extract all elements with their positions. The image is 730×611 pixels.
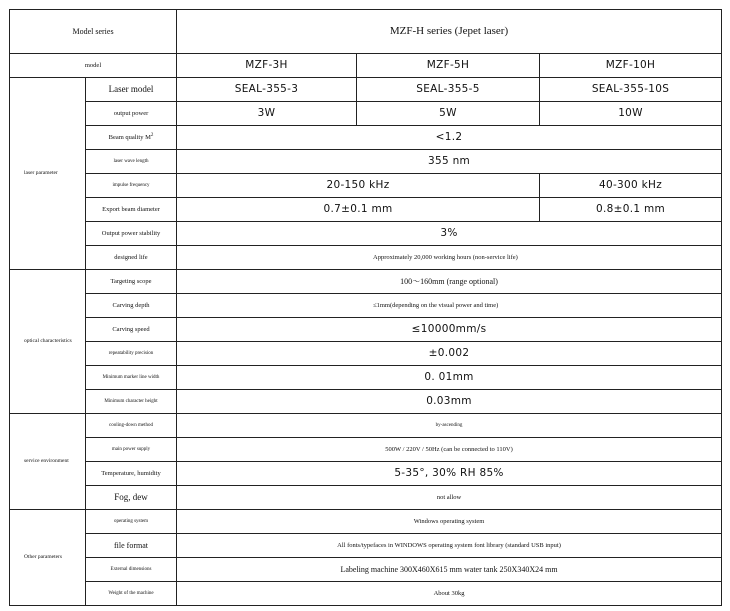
- table-row: [10, 318, 722, 342]
- table-row: [10, 486, 722, 510]
- row-label: External dimensions: [86, 558, 177, 582]
- table-row: [10, 78, 722, 102]
- group-label-other: Other parameters: [10, 510, 86, 606]
- cell-value: 20-150 kHz: [177, 174, 540, 198]
- cell-value: Approximately 20,000 working hours (non-service life): [177, 246, 722, 270]
- group-label-laser: laser parameter: [10, 78, 86, 270]
- table-row: [10, 534, 722, 558]
- header-row-model: [10, 54, 722, 78]
- row-label: laser wave length: [86, 150, 177, 174]
- cell-value: 3W: [177, 102, 357, 126]
- cell-value: 0. 01mm: [177, 366, 722, 390]
- cell-value: 10W: [540, 102, 722, 126]
- row-label: operating system: [86, 510, 177, 534]
- row-label: Minimum marker line width: [86, 366, 177, 390]
- spec-table: [9, 9, 722, 606]
- row-label: Targeting scope: [86, 270, 177, 294]
- cell-value: SEAL-355-10S: [540, 78, 722, 102]
- cell-value: 5W: [357, 102, 540, 126]
- table-row: [10, 150, 722, 174]
- cell-value: About 30kg: [177, 582, 722, 606]
- row-label: Minimum character height: [86, 390, 177, 414]
- table-row: [10, 174, 722, 198]
- table-row: [10, 342, 722, 366]
- table-row: [10, 510, 722, 534]
- cell-value: 500W / 220V / 50Hz (can be connected to 110V): [177, 438, 722, 462]
- cell-value: 40-300 kHz: [540, 174, 722, 198]
- cell-value: 0.8±0.1 mm: [540, 198, 722, 222]
- row-label: Fog, dew: [86, 486, 177, 510]
- row-label: Export beam diameter: [86, 198, 177, 222]
- cell-value: 355 nm: [177, 150, 722, 174]
- table-row: [10, 126, 722, 150]
- cell-value: Labeling machine 300X460X615 mm water tank 250X340X24 mm: [177, 558, 722, 582]
- cell-value: ≤1mm(depending on the visual power and time): [177, 294, 722, 318]
- cell-value: Windows operating system: [177, 510, 722, 534]
- model-series-label: Model series: [10, 10, 177, 54]
- cell-value: ≤10000mm/s: [177, 318, 722, 342]
- model-name: MZF-3H: [177, 54, 357, 78]
- cell-value: SEAL-355-3: [177, 78, 357, 102]
- row-label: impulse frequency: [86, 174, 177, 198]
- group-label-optical: optical characteristics: [10, 270, 86, 414]
- table-row: [10, 246, 722, 270]
- cell-value: 0.03mm: [177, 390, 722, 414]
- cell-value: 0.7±0.1 mm: [177, 198, 540, 222]
- table-row: [10, 462, 722, 486]
- table-row: [10, 102, 722, 126]
- row-label: Weight of the machine: [86, 582, 177, 606]
- model-name: MZF-10H: [540, 54, 722, 78]
- cell-value: by-ascending: [177, 414, 722, 438]
- table-row: [10, 198, 722, 222]
- cell-value: 5-35°, 30% RH 85%: [177, 462, 722, 486]
- row-label: Output power stability: [86, 222, 177, 246]
- table-row: [10, 414, 722, 438]
- row-label: cooling-down method: [86, 414, 177, 438]
- model-label: model: [10, 54, 177, 78]
- cell-value: 100～160mm (range optional): [177, 270, 722, 294]
- group-label-service: service environment: [10, 414, 86, 510]
- table-row: [10, 558, 722, 582]
- table-row: [10, 390, 722, 414]
- superscript: 2: [150, 133, 154, 139]
- table-row: [10, 438, 722, 462]
- row-label: designed life: [86, 246, 177, 270]
- row-label: Temperature, humidity: [86, 462, 177, 486]
- table-row: [10, 366, 722, 390]
- row-label: file format: [86, 534, 177, 558]
- table-row: [10, 294, 722, 318]
- row-label: Carving depth: [86, 294, 177, 318]
- table-row: [10, 270, 722, 294]
- table-row: [10, 222, 722, 246]
- row-label: output power: [86, 102, 177, 126]
- cell-value: not allow: [177, 486, 722, 510]
- model-name: MZF-5H: [357, 54, 540, 78]
- table-row: [10, 582, 722, 606]
- cell-value: 3%: [177, 222, 722, 246]
- row-label: repeatability precision: [86, 342, 177, 366]
- row-label: Carving speed: [86, 318, 177, 342]
- header-row-series: [10, 10, 722, 54]
- cell-value: SEAL-355-5: [357, 78, 540, 102]
- cell-value: ±0.002: [177, 342, 722, 366]
- series-value: MZF-H series (Jepet laser): [177, 10, 722, 54]
- row-label: Laser model: [86, 78, 177, 102]
- row-label: main power supply: [86, 438, 177, 462]
- row-label: Beam quality $M^2$: [86, 126, 177, 150]
- cell-value: <1.2: [177, 126, 722, 150]
- cell-value: All fonts/typefaces in WINDOWS operating system font library (standard USB input): [177, 534, 722, 558]
